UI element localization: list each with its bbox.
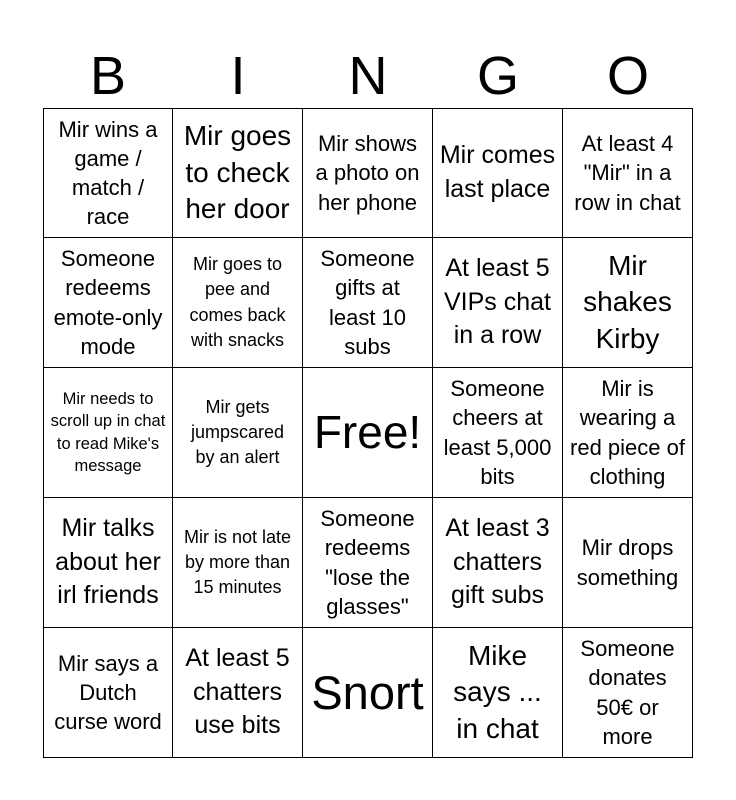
bingo-cell: Mir shows a photo on her phone: [303, 108, 433, 238]
header-letter-g: G: [476, 46, 519, 106]
bingo-free-cell: Free!: [303, 368, 433, 498]
bingo-cell: Mir is not late by more than 15 minutes: [173, 498, 303, 628]
bingo-cell: Snort: [303, 628, 433, 758]
bingo-cell: Mir gets jumpscared by an alert: [173, 368, 303, 498]
bingo-cell: Mir drops something: [563, 498, 693, 628]
bingo-cell: Mir talks about her irl friends: [43, 498, 173, 628]
bingo-cell: Someone cheers at least 5,000 bits: [433, 368, 563, 498]
header-letter-b: B: [89, 46, 127, 106]
bingo-cell: At least 5 VIPs chat in a row: [433, 238, 563, 368]
bingo-cell: Mir needs to scroll up in chat to read Mike's message: [43, 368, 173, 498]
header-letter-o: O: [606, 46, 649, 106]
bingo-cell: Someone donates 50€ or more: [563, 628, 693, 758]
bingo-cell: Mir goes to pee and comes back with snacks: [173, 238, 303, 368]
bingo-cell: Mir shakes Kirby: [563, 238, 693, 368]
bingo-cell: Mir is wearing a red piece of clothing: [563, 368, 693, 498]
bingo-board: [43, 108, 693, 758]
bingo-cell: Mir wins a game / match / race: [43, 108, 173, 238]
bingo-header: [43, 44, 693, 108]
bingo-cell: Mir comes last place: [433, 108, 563, 238]
bingo-cell: At least 4 "Mir" in a row in chat: [563, 108, 693, 238]
bingo-cell: At least 3 chatters gift subs: [433, 498, 563, 628]
bingo-cell: Someone redeems emote-only mode: [43, 238, 173, 368]
header-letter-n: N: [348, 46, 388, 106]
bingo-cell: At least 5 chatters use bits: [173, 628, 303, 758]
bingo-cell: Someone gifts at least 10 subs: [303, 238, 433, 368]
bingo-cell: Mir goes to check her door: [173, 108, 303, 238]
bingo-cell: Someone redeems "lose the glasses": [303, 498, 433, 628]
header-letter-i: I: [230, 46, 246, 106]
bingo-cell: Mir says a Dutch curse word: [43, 628, 173, 758]
bingo-cell: Mike says ... in chat: [433, 628, 563, 758]
